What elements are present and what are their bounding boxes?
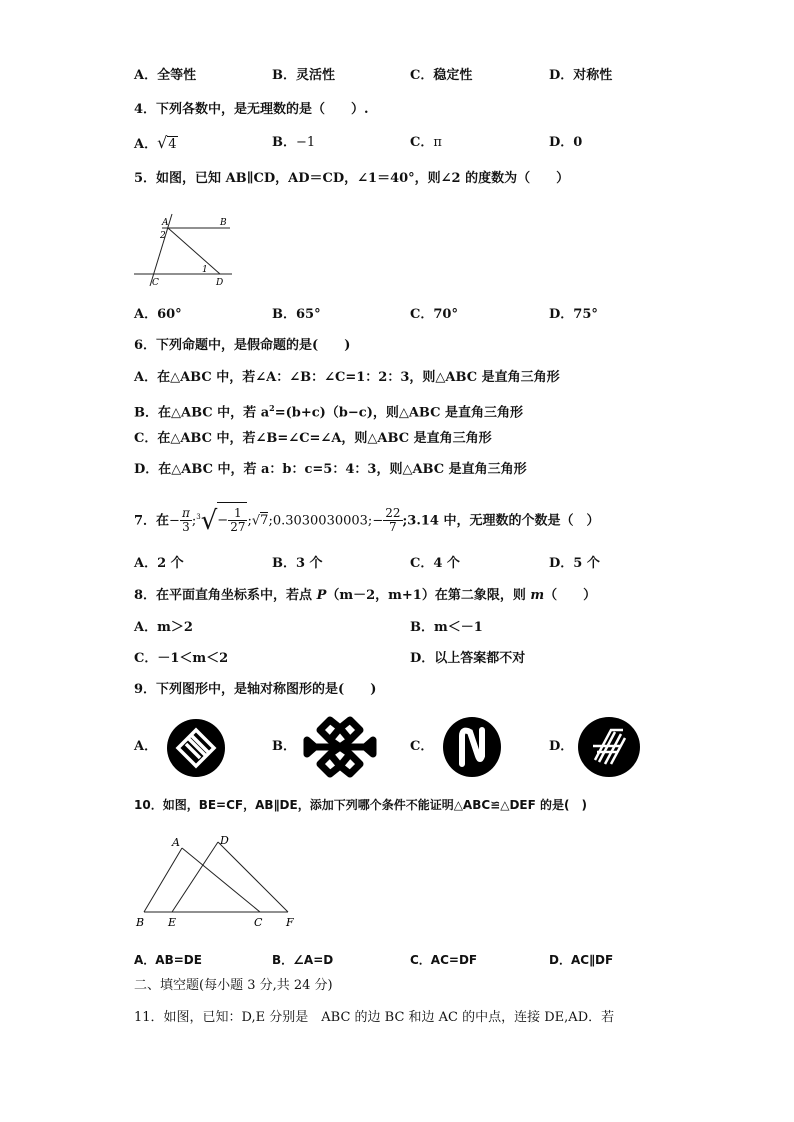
q8-stem: 8．在平面直角坐标系中，若点 P（m－2，m+1）在第二象限，则 m（ ） — [134, 588, 597, 603]
q10-option-d: D．AC∥DF — [549, 953, 614, 967]
q6-option-a: A．在△ABC 中，若∠A：∠B：∠C=1：2：3，则△ABC 是直角三角形 — [134, 370, 560, 385]
q6-option-c: C．在△ABC 中，若∠B=∠C=∠A，则△ABC 是直角三角形 — [134, 431, 492, 446]
section-heading-fill-in: 二、填空题(每小题 3 分,共 24 分) — [134, 978, 333, 993]
q8-option-b: B．m＜－1 — [410, 620, 483, 635]
q5-option-c: C．70° — [410, 307, 458, 322]
q9-logo-a-icon — [166, 718, 226, 778]
q8-option-d: D．以上答案都不对 — [410, 651, 526, 666]
q5-label-2: 2 — [160, 231, 166, 241]
q7-fraction-pi: $\frac{\pi}{3}$ — [181, 506, 190, 535]
q10-label-e: E — [168, 916, 177, 929]
q4-option-a: A．√4 — [134, 133, 177, 152]
q5-label-1: 1 — [202, 265, 208, 275]
q3-option-b: B．灵活性 — [272, 68, 335, 83]
q11-stem: 11．如图，已知：D,E 分别是 ABC 的边 BC 和边 AC 的中点，连接 DE,AD．若 — [134, 1010, 615, 1025]
q9-label-a: A． — [134, 739, 158, 754]
q10-option-c: C．AC=DF — [410, 953, 478, 967]
q3-option-d: D．对称性 — [549, 68, 613, 83]
q5-figure — [128, 210, 240, 290]
q10-label-c: C — [254, 916, 263, 929]
q6-stem: 6．下列命题中，是假命题的是( ) — [134, 338, 351, 353]
q10-option-b: B．∠A=D — [272, 953, 334, 967]
q5-label-c: C — [152, 278, 159, 288]
q10-label-a: A — [172, 836, 180, 849]
q4-option-b: B．−1 — [272, 135, 316, 150]
q9-logo-c-icon — [442, 716, 502, 778]
q9-label-d: D． — [549, 739, 574, 754]
q7-option-c: C．4 个 — [410, 556, 460, 571]
q4-stem: 4．下列各数中，是无理数的是（ ）. — [134, 102, 369, 117]
q4-option-d: D．0 — [549, 135, 583, 150]
q6-option-b: B．在△ABC 中，若 $a^2=(b+c)(b-c)$，则△ABC 是直角三角形 — [134, 403, 524, 421]
q5-option-a: A．60° — [134, 307, 182, 322]
q5-label-d: D — [216, 278, 224, 288]
q8-option-c: C．－1＜m＜2 — [134, 651, 229, 666]
q5-stem: 5．如图，已知 AB∥CD，AD＝CD，∠1＝40°，则∠2 的度数为（ ） — [134, 171, 570, 186]
q10-label-d: D — [220, 834, 229, 847]
q10-stem: 10．如图，BE=CF，AB∥DE，添加下列哪个条件不能证明△ABC≌△DEF 的是( ) — [134, 798, 587, 812]
q10-option-a: A．AB=DE — [134, 953, 202, 967]
q7-stem: 7．在− $\frac{\pi}{3}$ ;$^3$√− $\frac{1}{27}$ ;√7;0.3030030003;− $\frac{22}{7}$ ;3.14 中，无理数的个数是（ ） — [134, 499, 600, 539]
q7-fraction-22-7: $\frac{22}{7}$ — [385, 506, 401, 535]
q3-option-c: C．稳定性 — [410, 68, 473, 83]
q7-fraction-1-27: $\frac{1}{27}$ — [230, 506, 246, 535]
q7-option-b: B．3 个 — [272, 556, 323, 571]
q6-option-d: D．在△ABC 中，若 a：b：c=5：4：3，则△ABC 是直角三角形 — [134, 462, 527, 477]
q9-stem: 9．下列图形中，是轴对称图形的是( ) — [134, 682, 377, 697]
q4-option-c: C．π — [410, 135, 442, 150]
q3-option-a: A．全等性 — [134, 68, 197, 83]
q5-label-b: B — [220, 218, 227, 228]
q10-label-b: B — [136, 916, 145, 929]
q8-option-a: A．m＞2 — [134, 620, 193, 635]
q9-logo-d-icon — [577, 716, 641, 778]
q7-option-a: A．2 个 — [134, 556, 184, 571]
q7-option-d: D．5 个 — [549, 556, 600, 571]
q10-figure — [132, 832, 300, 930]
q9-label-c: C． — [410, 739, 434, 754]
q9-logo-b-icon — [303, 716, 377, 778]
q10-label-f: F — [286, 916, 294, 929]
q5-label-a: A — [162, 218, 169, 228]
q5-option-b: B．65° — [272, 307, 321, 322]
q9-label-b: B． — [272, 739, 296, 754]
q5-option-d: D．75° — [549, 307, 598, 322]
